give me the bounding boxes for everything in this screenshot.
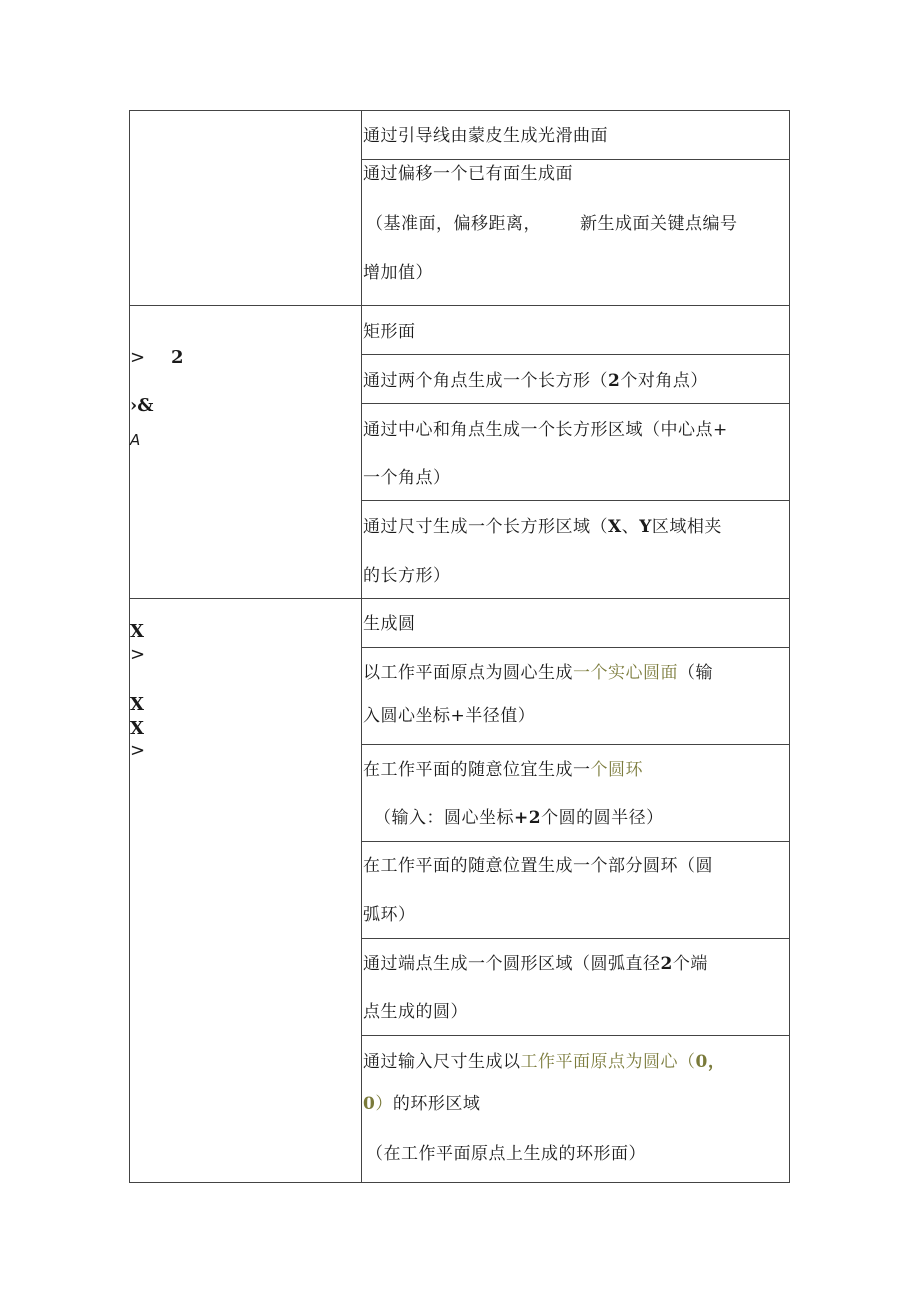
left-label-x: X	[130, 621, 144, 642]
row-text: （在工作平面原点上生成的环形面）	[366, 1144, 646, 1164]
row-text: 一个角点）	[363, 468, 451, 488]
row-text: 矩形面	[363, 322, 416, 342]
row-text: 生成圆	[363, 614, 416, 634]
row-divider	[361, 647, 790, 648]
row-divider	[361, 354, 790, 355]
row-divider	[361, 500, 790, 501]
row-divider	[361, 938, 790, 939]
row-text: 通过端点生成一个圆形区域（圆弧直径2个端	[363, 954, 708, 974]
row-text: 弧环）	[363, 905, 416, 925]
row-text: 通过引导线由蒙皮生成光滑曲面	[363, 126, 608, 146]
left-label-x: X	[130, 718, 144, 739]
row-text: （输入：圆心坐标+2个圆的圆半径）	[374, 808, 664, 828]
row-text: 的长方形）	[363, 566, 451, 586]
left-label-number: 2	[171, 347, 184, 368]
row-text: 通过两个角点生成一个长方形（2个对角点）	[363, 371, 708, 391]
group-divider	[129, 598, 790, 599]
row-text: 通过偏移一个已有面生成面	[363, 164, 573, 184]
row-divider	[361, 744, 790, 745]
row-text: 通过尺寸生成一个长方形区域（X、Y区域相夹	[363, 517, 722, 537]
row-text: 通过中心和角点生成一个长方形区域（中心点+	[363, 420, 728, 440]
row-text: 通过输入尺寸生成以工作平面原点为圆心（0，	[363, 1052, 726, 1072]
row-divider	[361, 1035, 790, 1036]
left-label-arrow: >	[130, 740, 146, 761]
row-text: 新生成面关键点编号	[580, 214, 738, 234]
left-label-arrow: >	[130, 347, 146, 368]
left-label-symbol: ›&	[130, 395, 154, 416]
row-text: 点生成的圆）	[363, 1002, 468, 1022]
row-divider	[361, 403, 790, 404]
row-text: 入圆心坐标+半径值）	[363, 706, 536, 726]
row-text: 在工作平面的随意位宜生成一个圆环	[363, 760, 643, 780]
row-text: 在工作平面的随意位置生成一个部分圆环（圆	[363, 856, 713, 876]
left-label-arrow: >	[130, 644, 146, 665]
row-text: 以工作平面原点为圆心生成一个实心圆面（输	[363, 663, 713, 683]
row-text: 增加值）	[363, 263, 433, 283]
left-label-x: X	[130, 694, 144, 715]
left-label-letter: A	[130, 431, 141, 449]
row-text: 0）的环形区域	[363, 1094, 481, 1114]
group-divider	[129, 305, 790, 306]
row-text: （基准面，偏移距离，	[366, 214, 541, 234]
row-divider	[361, 841, 790, 842]
row-divider	[361, 159, 790, 160]
